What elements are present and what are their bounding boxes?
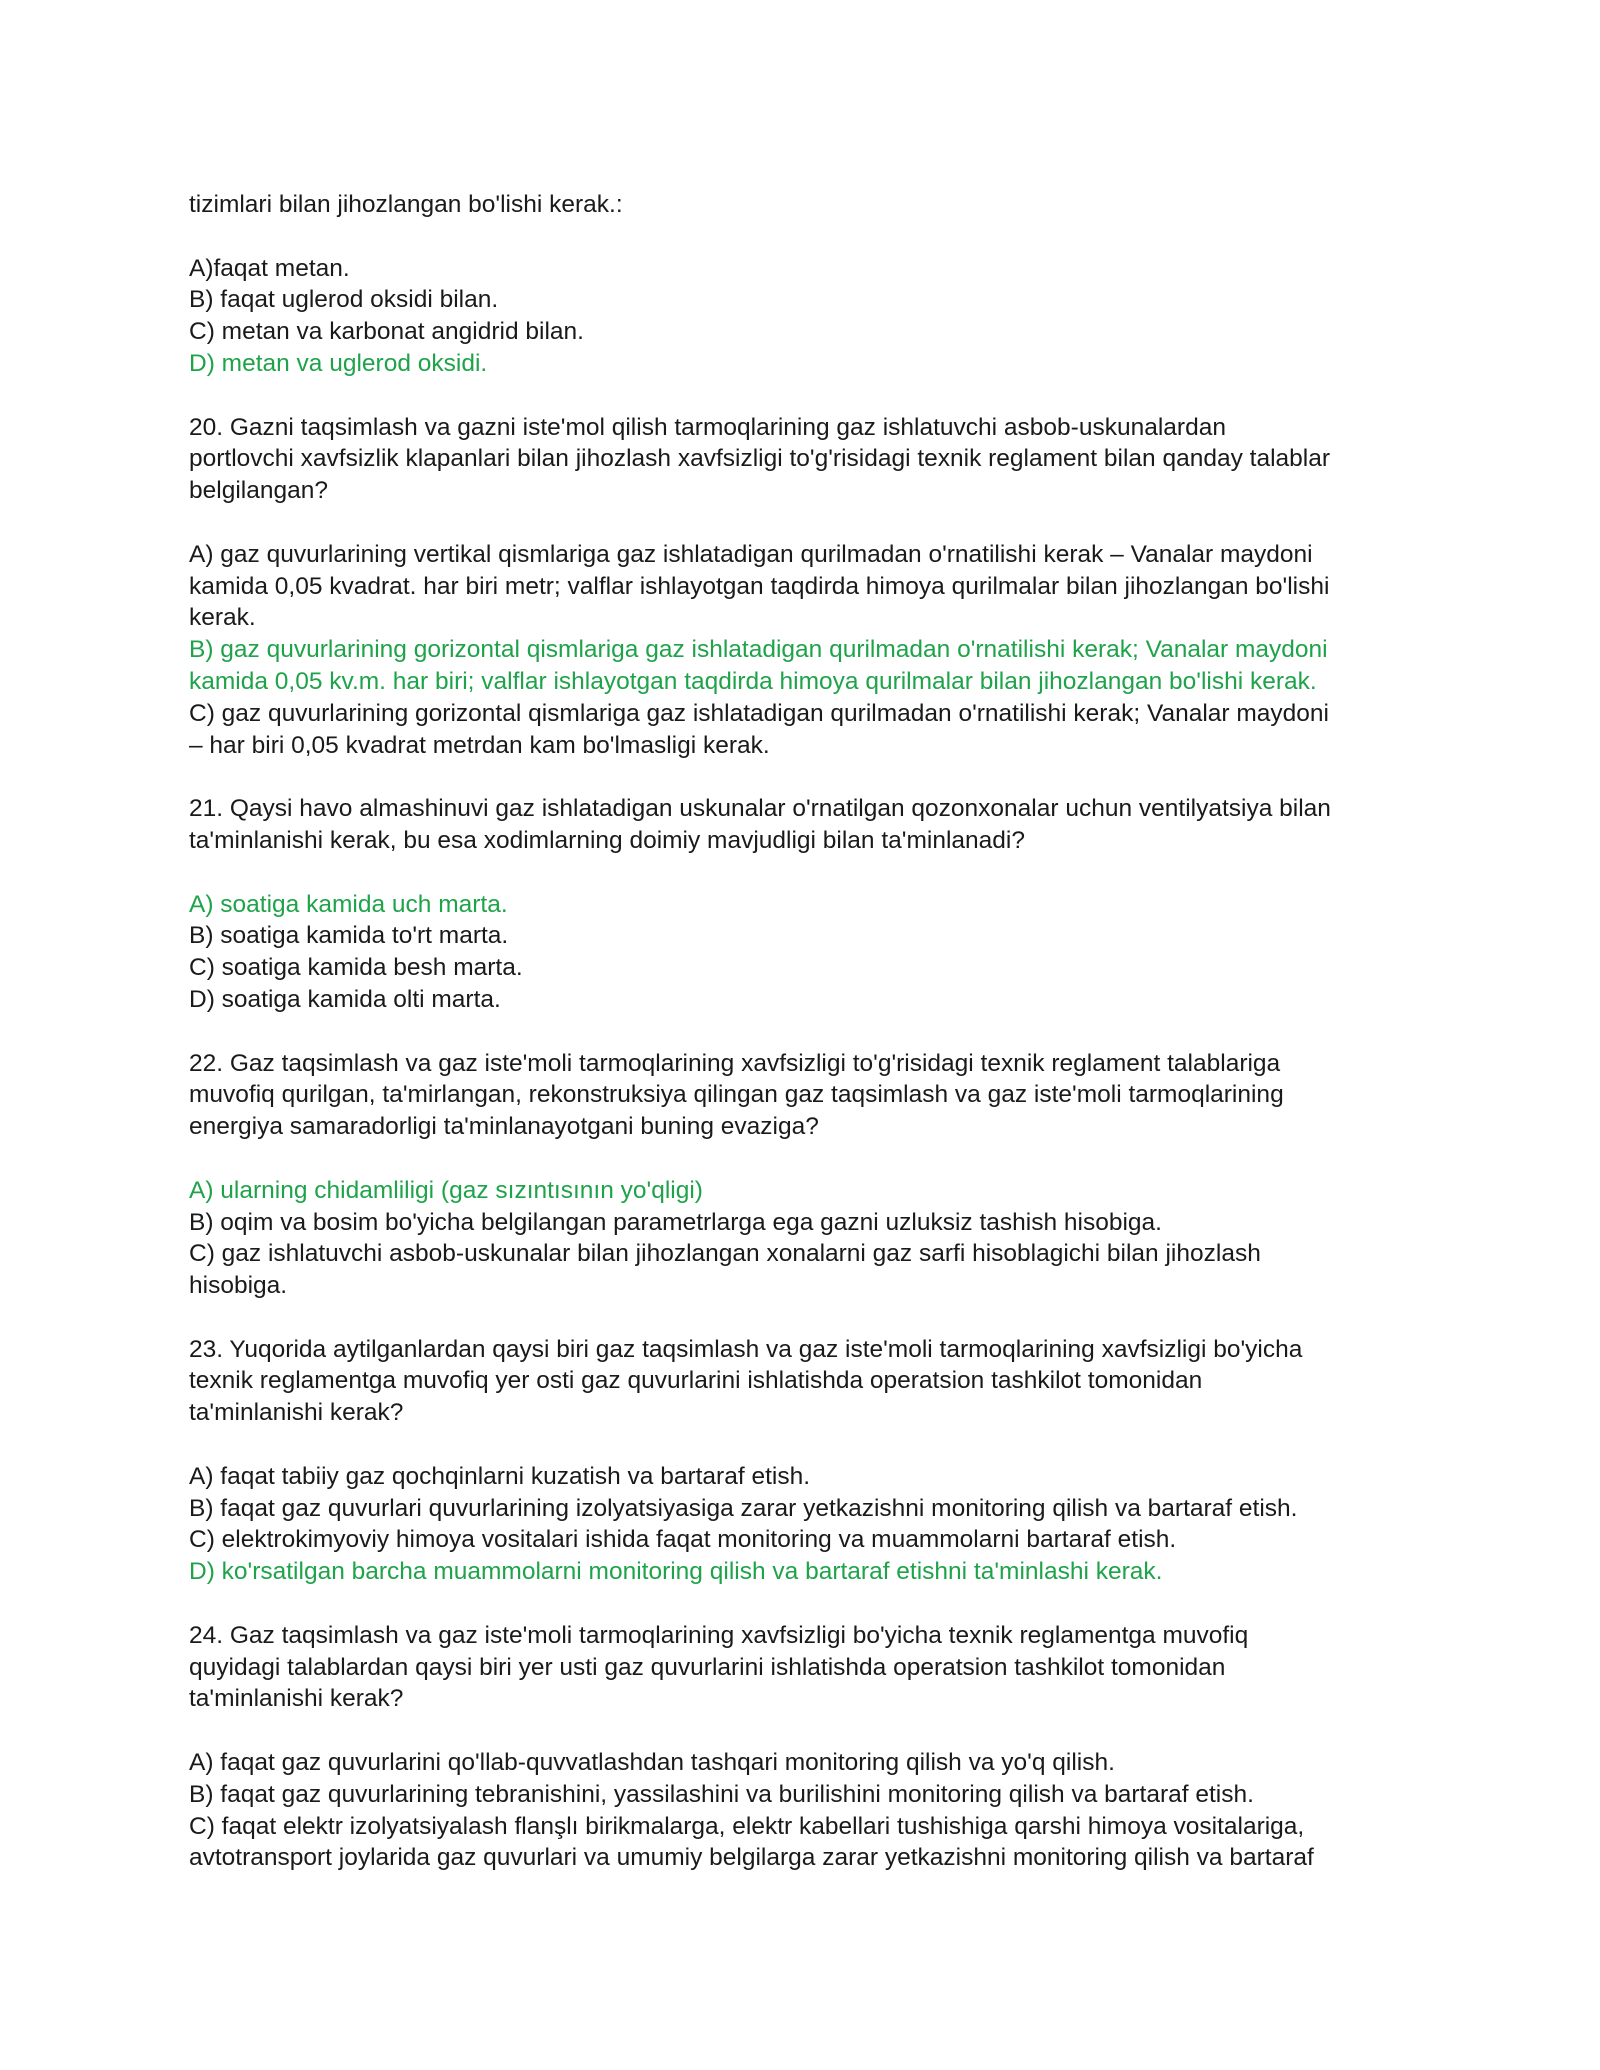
q20-answer-c-line: – har biri 0,05 kvadrat metrdan kam bo'lmasligi kerak. [189,731,770,759]
q23-answer-a: A) faqat tabiiy gaz qochqinlarni kuzatish va bartaraf etish. [189,1462,811,1490]
q23-question-line: ta'minlanishi kerak? [189,1399,404,1427]
spacer [189,761,1429,793]
q24-answer-c-line: C) faqat elektr izolyatsiyalash flanşlı birikmalarga, elektr kabellari tushishiga qarshi himoya vositalariga, [189,1812,1305,1840]
q19-answer-c: C) metan va karbonat angidrid bilan. [189,318,584,346]
q24-question-line: ta'minlanishi kerak? [189,1685,404,1713]
q22-answer-c-line: C) gaz ishlatuvchi asbob-uskunalar bilan jihozlangan xonalarni gaz sarfi hisoblagichi bilan jihozlash [189,1240,1261,1268]
q23-answer-c: C) elektrokimyoviy himoya vositalari ishida faqat monitoring va muammolarni bartaraf etish. [189,1526,1177,1554]
question-19-tail: tizimlari bilan jihozlangan bo'lishi kerak.: [189,191,623,218]
q24-answer-b: B) faqat gaz quvurlarining tebranishini, yassilashini va burilishini monitoring qilish va bartaraf etish. [189,1780,1254,1808]
q19-answer-a: A)faqat metan. [189,254,350,282]
q24-answer-a: A) faqat gaz quvurlarini qo'llab-quvvatlashdan tashqari monitoring qilish va yo'q qilish. [189,1749,1115,1777]
q20-answer-a-line: A) gaz quvurlarining vertikal qismlariga gaz ishlatadigan qurilmadan o'rnatilishi kerak – Vanalar maydoni [189,540,1313,568]
q20-question-line: 20. Gazni taqsimlash va gazni iste'mol qilish tarmoqlarining gaz ishlatuvchi asbob-uskunalardan [189,413,1226,441]
spacer [189,221,1429,253]
spacer [189,1715,1429,1747]
q21-question-line: ta'minlanishi kerak, bu esa xodimlarning doimiy mavjudligi bilan ta'minlanadi? [189,826,1025,854]
q20-answer-c-line: C) gaz quvurlarining gorizontal qismlariga gaz ishlatadigan qurilmadan o'rnatilishi kerak; Vanalar maydoni [189,699,1329,727]
spacer [189,1016,1429,1048]
spacer [189,1588,1429,1620]
spacer [189,507,1429,539]
q19-answer-b: B) faqat uglerod oksidi bilan. [189,286,499,314]
q20-answer-b-correct-line: B) gaz quvurlarining gorizontal qismlariga gaz ishlatadigan qurilmadan o'rnatilishi kerak; Vanalar maydoni [189,636,1328,664]
q22-answer-a-correct: A) ularning chidamliligi (gaz sızıntısının yo'qligi) [189,1176,703,1204]
q22-answer-c-line: hisobiga. [189,1272,288,1300]
q21-question-line: 21. Qaysi havo almashinuvi gaz ishlatadigan uskunalar o'rnatilgan qozonxonalar uchun ventilyatsiya bilan [189,795,1331,823]
q24-answer-c-line: avtotransport joylarida gaz quvurlari va umumiy belgilarga zarar yetkazishni monitoring qilish va bartaraf [189,1844,1314,1872]
q24-question-line: 24. Gaz taqsimlash va gaz iste'moli tarmoqlarining xavfsizligi bo'yicha texnik reglamentga muvofiq [189,1621,1249,1649]
q21-answer-a-correct: A) soatiga kamida uch marta. [189,890,508,918]
spacer [189,380,1429,412]
q20-answer-a-line: kerak. [189,604,256,632]
q23-question-line: 23. Yuqorida aytilganlardan qaysi biri gaz taqsimlash va gaz iste'moli tarmoqlarining xavfsizligi bo'yicha [189,1335,1303,1363]
q21-answer-c: C) soatiga kamida besh marta. [189,954,523,982]
spacer [189,857,1429,889]
spacer [189,1302,1429,1334]
q22-answer-b: B) oqim va bosim bo'yicha belgilangan parametrlarga ega gazni uzluksiz tashish hisobiga. [189,1208,1162,1236]
spacer [189,1143,1429,1175]
q20-answer-b-correct-line: kamida 0,05 kv.m. har biri; valflar ishlayotgan taqdirda himoya qurilmalar bilan jihozlangan bo'lishi kerak. [189,667,1317,695]
spacer [189,1429,1429,1461]
q19-answer-d-correct: D) metan va uglerod oksidi. [189,349,488,377]
q20-question-line: belgilangan? [189,477,328,505]
document-page [189,189,1429,1874]
q22-question-line: 22. Gaz taqsimlash va gaz iste'moli tarmoqlarining xavfsizligi to'g'risidagi texnik reglament talablariga [189,1049,1281,1077]
q23-answer-b: B) faqat gaz quvurlari quvurlarining izolyatsiyasiga zarar yetkazishni monitoring qilish va bartaraf etish. [189,1494,1298,1522]
q24-question-line: quyidagi talablardan qaysi biri yer usti gaz quvurlarini ishlatishda operatsion tashkilot tomonidan [189,1653,1226,1681]
q20-question-line: portlovchi xavfsizlik klapanlari bilan jihozlash xavfsizligi to'g'risidagi texnik reglament bilan qanday talablar [189,445,1331,473]
q23-answer-d-correct: D) ko'rsatilgan barcha muammolarni monitoring qilish va bartaraf etishni ta'minlashi kerak. [189,1558,1163,1586]
q22-question-line: muvofiq qurilgan, ta'mirlangan, rekonstruksiya qilingan gaz taqsimlash va gaz iste'moli tarmoqlarining [189,1081,1284,1109]
q21-answer-d: D) soatiga kamida olti marta. [189,985,501,1013]
q20-answer-a-line: kamida 0,05 kvadrat. har biri metr; valflar ishlayotgan taqdirda himoya qurilmalar bilan jihozlangan bo'lishi [189,572,1330,600]
q22-question-line: energiya samaradorligi ta'minlanayotgani buning evaziga? [189,1113,819,1141]
q21-answer-b: B) soatiga kamida to'rt marta. [189,922,509,950]
q23-question-line: texnik reglamentga muvofiq yer osti gaz quvurlarini ishlatishda operatsion tashkilot tomonidan [189,1367,1203,1395]
